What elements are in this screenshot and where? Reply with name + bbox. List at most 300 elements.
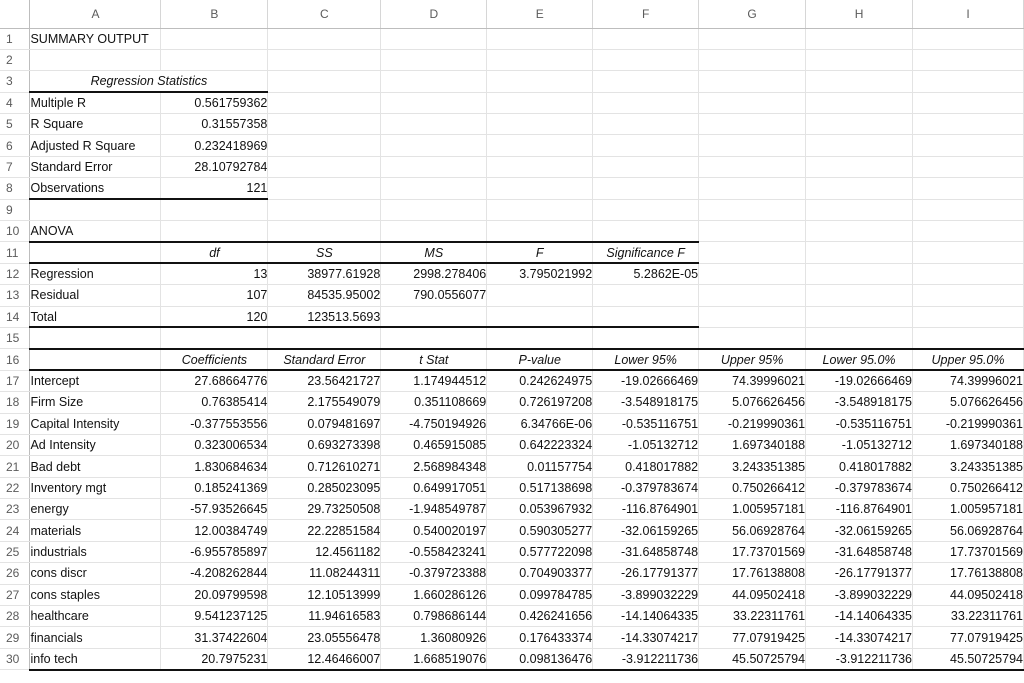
cell-e13[interactable] [487, 285, 593, 306]
row-header-22[interactable]: 22 [0, 477, 30, 498]
cell-f21[interactable]: 0.418017882 [593, 456, 699, 477]
cell-h15[interactable] [806, 327, 913, 348]
cell-b10[interactable] [161, 221, 268, 242]
cell-g22[interactable]: 0.750266412 [699, 477, 806, 498]
cell-e12[interactable]: 3.795021992 [487, 263, 593, 284]
row-header-20[interactable]: 20 [0, 434, 30, 455]
cell-i30[interactable]: 45.50725794 [913, 648, 1024, 669]
cell-i27[interactable]: 44.09502418 [913, 584, 1024, 605]
cell-d13[interactable]: 790.0556077 [381, 285, 487, 306]
cell-a13[interactable]: Residual [30, 285, 161, 306]
cell-f18[interactable]: -3.548918175 [593, 392, 699, 413]
cell-g6[interactable] [699, 135, 806, 156]
cell-a4[interactable]: Multiple R [30, 92, 161, 113]
cell-e24[interactable]: 0.590305277 [487, 520, 593, 541]
cell-a18[interactable]: Firm Size [30, 392, 161, 413]
cell-a25[interactable]: industrials [30, 541, 161, 562]
cell-b1[interactable] [161, 28, 268, 49]
cell-f15[interactable] [593, 327, 699, 348]
cell-b22[interactable]: 0.185241369 [161, 477, 268, 498]
row-header-7[interactable]: 7 [0, 156, 30, 177]
cell-h20[interactable]: -1.05132712 [806, 434, 913, 455]
cell-i28[interactable]: 33.22311761 [913, 606, 1024, 627]
cell-b8[interactable]: 121 [161, 178, 268, 199]
cell-a3[interactable]: Regression Statistics [30, 71, 268, 92]
cell-b24[interactable]: 12.00384749 [161, 520, 268, 541]
cell-h7[interactable] [806, 156, 913, 177]
cell-f8[interactable] [593, 178, 699, 199]
cell-e15[interactable] [487, 327, 593, 348]
cell-g8[interactable] [699, 178, 806, 199]
cell-g3[interactable] [699, 71, 806, 92]
cell-h18[interactable]: -3.548918175 [806, 392, 913, 413]
cell-d26[interactable]: -0.379723388 [381, 563, 487, 584]
row-header-15[interactable]: 15 [0, 327, 30, 348]
cell-b4[interactable]: 0.561759362 [161, 92, 268, 113]
cell-a17[interactable]: Intercept [30, 370, 161, 391]
cell-c20[interactable]: 0.693273398 [268, 434, 381, 455]
cell-b23[interactable]: -57.93526645 [161, 499, 268, 520]
cell-h17[interactable]: -19.02666469 [806, 370, 913, 391]
cell-g9[interactable] [699, 199, 806, 220]
cell-h1[interactable] [806, 28, 913, 49]
cell-h14[interactable] [806, 306, 913, 327]
cell-f27[interactable]: -3.899032229 [593, 584, 699, 605]
cell-d28[interactable]: 0.798686144 [381, 606, 487, 627]
cell-f5[interactable] [593, 114, 699, 135]
cell-i22[interactable]: 0.750266412 [913, 477, 1024, 498]
cell-h8[interactable] [806, 178, 913, 199]
cell-h6[interactable] [806, 135, 913, 156]
cell-f20[interactable]: -1.05132712 [593, 434, 699, 455]
cell-d30[interactable]: 1.668519076 [381, 648, 487, 669]
cell-c12[interactable]: 38977.61928 [268, 263, 381, 284]
cell-h11[interactable] [806, 242, 913, 263]
cell-e6[interactable] [487, 135, 593, 156]
cell-e1[interactable] [487, 28, 593, 49]
cell-g15[interactable] [699, 327, 806, 348]
cell-b28[interactable]: 9.541237125 [161, 606, 268, 627]
row-header-13[interactable]: 13 [0, 285, 30, 306]
cell-a16[interactable] [30, 349, 161, 370]
cell-f6[interactable] [593, 135, 699, 156]
cell-c25[interactable]: 12.4561182 [268, 541, 381, 562]
cell-i3[interactable] [913, 71, 1024, 92]
cell-h10[interactable] [806, 221, 913, 242]
cell-h29[interactable]: -14.33074217 [806, 627, 913, 648]
cell-h26[interactable]: -26.17791377 [806, 563, 913, 584]
cell-f2[interactable] [593, 49, 699, 70]
column-header-f[interactable]: F [593, 0, 699, 28]
cell-f9[interactable] [593, 199, 699, 220]
cell-i5[interactable] [913, 114, 1024, 135]
cell-i4[interactable] [913, 92, 1024, 113]
cell-a8[interactable]: Observations [30, 178, 161, 199]
cell-c28[interactable]: 11.94616583 [268, 606, 381, 627]
cell-f24[interactable]: -32.06159265 [593, 520, 699, 541]
cell-f7[interactable] [593, 156, 699, 177]
cell-g18[interactable]: 5.076626456 [699, 392, 806, 413]
cell-h23[interactable]: -116.8764901 [806, 499, 913, 520]
column-header-d[interactable]: D [381, 0, 487, 28]
row-header-29[interactable]: 29 [0, 627, 30, 648]
cell-a9[interactable] [30, 199, 161, 220]
cell-c7[interactable] [268, 156, 381, 177]
cell-e7[interactable] [487, 156, 593, 177]
row-header-18[interactable]: 18 [0, 392, 30, 413]
row-header-14[interactable]: 14 [0, 306, 30, 327]
cell-g2[interactable] [699, 49, 806, 70]
row-header-21[interactable]: 21 [0, 456, 30, 477]
cell-i17[interactable]: 74.39996021 [913, 370, 1024, 391]
cell-i6[interactable] [913, 135, 1024, 156]
cell-h2[interactable] [806, 49, 913, 70]
row-header-17[interactable]: 17 [0, 370, 30, 391]
cell-e20[interactable]: 0.642223324 [487, 434, 593, 455]
cell-i1[interactable] [913, 28, 1024, 49]
cell-g30[interactable]: 45.50725794 [699, 648, 806, 669]
cell-i10[interactable] [913, 221, 1024, 242]
cell-d3[interactable] [381, 71, 487, 92]
cell-c13[interactable]: 84535.95002 [268, 285, 381, 306]
cell-d6[interactable] [381, 135, 487, 156]
cell-g16[interactable]: Upper 95% [699, 349, 806, 370]
row-header-4[interactable]: 4 [0, 92, 30, 113]
cell-g23[interactable]: 1.005957181 [699, 499, 806, 520]
cell-d8[interactable] [381, 178, 487, 199]
cell-a1[interactable]: SUMMARY OUTPUT [30, 28, 161, 49]
cell-a5[interactable]: R Square [30, 114, 161, 135]
cell-c27[interactable]: 12.10513999 [268, 584, 381, 605]
row-header-11[interactable]: 11 [0, 242, 30, 263]
cell-e3[interactable] [487, 71, 593, 92]
cell-c23[interactable]: 29.73250508 [268, 499, 381, 520]
cell-g10[interactable] [699, 221, 806, 242]
row-header-3[interactable]: 3 [0, 71, 30, 92]
cell-e8[interactable] [487, 178, 593, 199]
cell-c8[interactable] [268, 178, 381, 199]
cell-e22[interactable]: 0.517138698 [487, 477, 593, 498]
cell-f4[interactable] [593, 92, 699, 113]
cell-h9[interactable] [806, 199, 913, 220]
cell-c15[interactable] [268, 327, 381, 348]
cell-g27[interactable]: 44.09502418 [699, 584, 806, 605]
cell-f28[interactable]: -14.14064335 [593, 606, 699, 627]
cell-i24[interactable]: 56.06928764 [913, 520, 1024, 541]
cell-d4[interactable] [381, 92, 487, 113]
row-header-8[interactable]: 8 [0, 178, 30, 199]
row-header-12[interactable]: 12 [0, 263, 30, 284]
cell-c10[interactable] [268, 221, 381, 242]
cell-d15[interactable] [381, 327, 487, 348]
cell-g4[interactable] [699, 92, 806, 113]
cell-c24[interactable]: 22.22851584 [268, 520, 381, 541]
row-header-25[interactable]: 25 [0, 541, 30, 562]
cell-e9[interactable] [487, 199, 593, 220]
cell-a27[interactable]: cons staples [30, 584, 161, 605]
cell-g11[interactable] [699, 242, 806, 263]
cell-f13[interactable] [593, 285, 699, 306]
cell-c11[interactable]: SS [268, 242, 381, 263]
cell-d16[interactable]: t Stat [381, 349, 487, 370]
cell-e30[interactable]: 0.098136476 [487, 648, 593, 669]
cell-g25[interactable]: 17.73701569 [699, 541, 806, 562]
cell-f1[interactable] [593, 28, 699, 49]
cell-d5[interactable] [381, 114, 487, 135]
row-header-27[interactable]: 27 [0, 584, 30, 605]
row-header-19[interactable]: 19 [0, 413, 30, 434]
cell-i18[interactable]: 5.076626456 [913, 392, 1024, 413]
cell-i9[interactable] [913, 199, 1024, 220]
cell-g13[interactable] [699, 285, 806, 306]
cell-b13[interactable]: 107 [161, 285, 268, 306]
cell-g29[interactable]: 77.07919425 [699, 627, 806, 648]
cell-a30[interactable]: info tech [30, 648, 161, 669]
row-header-9[interactable]: 9 [0, 199, 30, 220]
cell-c22[interactable]: 0.285023095 [268, 477, 381, 498]
cell-g1[interactable] [699, 28, 806, 49]
cell-e11[interactable]: F [487, 242, 593, 263]
cell-b16[interactable]: Coefficients [161, 349, 268, 370]
cell-i13[interactable] [913, 285, 1024, 306]
cell-f17[interactable]: -19.02666469 [593, 370, 699, 391]
cell-d27[interactable]: 1.660286126 [381, 584, 487, 605]
cell-f10[interactable] [593, 221, 699, 242]
cell-e16[interactable]: P-value [487, 349, 593, 370]
cell-g20[interactable]: 1.697340188 [699, 434, 806, 455]
cell-f14[interactable] [593, 306, 699, 327]
cell-b2[interactable] [161, 49, 268, 70]
cell-a21[interactable]: Bad debt [30, 456, 161, 477]
cell-c3[interactable] [268, 71, 381, 92]
cell-h4[interactable] [806, 92, 913, 113]
cell-i8[interactable] [913, 178, 1024, 199]
cell-c30[interactable]: 12.46466007 [268, 648, 381, 669]
cell-a15[interactable] [30, 327, 161, 348]
cell-i25[interactable]: 17.73701569 [913, 541, 1024, 562]
cell-d1[interactable] [381, 28, 487, 49]
cell-f12[interactable]: 5.2862E-05 [593, 263, 699, 284]
row-header-1[interactable]: 1 [0, 28, 30, 49]
cell-a28[interactable]: healthcare [30, 606, 161, 627]
cell-d7[interactable] [381, 156, 487, 177]
cell-b17[interactable]: 27.68664776 [161, 370, 268, 391]
cell-g12[interactable] [699, 263, 806, 284]
cell-a12[interactable]: Regression [30, 263, 161, 284]
cell-e19[interactable]: 6.34766E-06 [487, 413, 593, 434]
cell-b25[interactable]: -6.955785897 [161, 541, 268, 562]
cell-e29[interactable]: 0.176433374 [487, 627, 593, 648]
cell-i23[interactable]: 1.005957181 [913, 499, 1024, 520]
row-header-6[interactable]: 6 [0, 135, 30, 156]
cell-d10[interactable] [381, 221, 487, 242]
cell-e4[interactable] [487, 92, 593, 113]
cell-g5[interactable] [699, 114, 806, 135]
cell-c1[interactable] [268, 28, 381, 49]
cell-d2[interactable] [381, 49, 487, 70]
cell-c26[interactable]: 11.08244311 [268, 563, 381, 584]
cell-d18[interactable]: 0.351108669 [381, 392, 487, 413]
cell-i26[interactable]: 17.76138808 [913, 563, 1024, 584]
cell-b15[interactable] [161, 327, 268, 348]
cell-d25[interactable]: -0.558423241 [381, 541, 487, 562]
cell-h16[interactable]: Lower 95.0% [806, 349, 913, 370]
cell-a2[interactable] [30, 49, 161, 70]
row-header-23[interactable]: 23 [0, 499, 30, 520]
row-header-24[interactable]: 24 [0, 520, 30, 541]
cell-a11[interactable] [30, 242, 161, 263]
cell-h27[interactable]: -3.899032229 [806, 584, 913, 605]
cell-b20[interactable]: 0.323006534 [161, 434, 268, 455]
cell-c16[interactable]: Standard Error [268, 349, 381, 370]
cell-f16[interactable]: Lower 95% [593, 349, 699, 370]
cell-c17[interactable]: 23.56421727 [268, 370, 381, 391]
cell-h13[interactable] [806, 285, 913, 306]
cell-d12[interactable]: 2998.278406 [381, 263, 487, 284]
cell-f19[interactable]: -0.535116751 [593, 413, 699, 434]
column-header-a[interactable]: A [30, 0, 161, 28]
cell-c29[interactable]: 23.05556478 [268, 627, 381, 648]
row-header-30[interactable]: 30 [0, 648, 30, 669]
cell-e27[interactable]: 0.099784785 [487, 584, 593, 605]
cell-f23[interactable]: -116.8764901 [593, 499, 699, 520]
cell-h30[interactable]: -3.912211736 [806, 648, 913, 669]
cell-b7[interactable]: 28.10792784 [161, 156, 268, 177]
cell-d19[interactable]: -4.750194926 [381, 413, 487, 434]
cell-i20[interactable]: 1.697340188 [913, 434, 1024, 455]
cell-e5[interactable] [487, 114, 593, 135]
cell-a26[interactable]: cons discr [30, 563, 161, 584]
cell-g7[interactable] [699, 156, 806, 177]
cell-g17[interactable]: 74.39996021 [699, 370, 806, 391]
column-header-i[interactable]: I [913, 0, 1024, 28]
cell-d17[interactable]: 1.174944512 [381, 370, 487, 391]
cell-h3[interactable] [806, 71, 913, 92]
cell-c18[interactable]: 2.175549079 [268, 392, 381, 413]
cell-d21[interactable]: 2.568984348 [381, 456, 487, 477]
cell-i11[interactable] [913, 242, 1024, 263]
cell-f3[interactable] [593, 71, 699, 92]
cell-c5[interactable] [268, 114, 381, 135]
cell-i14[interactable] [913, 306, 1024, 327]
cell-b9[interactable] [161, 199, 268, 220]
cell-i2[interactable] [913, 49, 1024, 70]
cell-i19[interactable]: -0.219990361 [913, 413, 1024, 434]
cell-f11[interactable]: Significance F [593, 242, 699, 263]
cell-g26[interactable]: 17.76138808 [699, 563, 806, 584]
cell-e14[interactable] [487, 306, 593, 327]
row-header-10[interactable]: 10 [0, 221, 30, 242]
row-header-28[interactable]: 28 [0, 606, 30, 627]
cell-i15[interactable] [913, 327, 1024, 348]
cell-b14[interactable]: 120 [161, 306, 268, 327]
cell-e23[interactable]: 0.053967932 [487, 499, 593, 520]
column-header-e[interactable]: E [487, 0, 593, 28]
cell-b26[interactable]: -4.208262844 [161, 563, 268, 584]
cell-a19[interactable]: Capital Intensity [30, 413, 161, 434]
cell-d11[interactable]: MS [381, 242, 487, 263]
row-header-5[interactable]: 5 [0, 114, 30, 135]
row-header-16[interactable]: 16 [0, 349, 30, 370]
cell-a23[interactable]: energy [30, 499, 161, 520]
cell-d9[interactable] [381, 199, 487, 220]
select-all-corner[interactable] [0, 0, 30, 28]
cell-h28[interactable]: -14.14064335 [806, 606, 913, 627]
column-header-c[interactable]: C [268, 0, 381, 28]
row-header-26[interactable]: 26 [0, 563, 30, 584]
cell-d24[interactable]: 0.540020197 [381, 520, 487, 541]
cell-g24[interactable]: 56.06928764 [699, 520, 806, 541]
cell-f26[interactable]: -26.17791377 [593, 563, 699, 584]
cell-g14[interactable] [699, 306, 806, 327]
cell-g28[interactable]: 33.22311761 [699, 606, 806, 627]
column-header-h[interactable]: H [806, 0, 913, 28]
cell-a10[interactable]: ANOVA [30, 221, 161, 242]
cell-i7[interactable] [913, 156, 1024, 177]
cell-f29[interactable]: -14.33074217 [593, 627, 699, 648]
cell-c6[interactable] [268, 135, 381, 156]
cell-f30[interactable]: -3.912211736 [593, 648, 699, 669]
cell-b30[interactable]: 20.7975231 [161, 648, 268, 669]
cell-h19[interactable]: -0.535116751 [806, 413, 913, 434]
cell-f25[interactable]: -31.64858748 [593, 541, 699, 562]
cell-h25[interactable]: -31.64858748 [806, 541, 913, 562]
cell-c2[interactable] [268, 49, 381, 70]
cell-c19[interactable]: 0.079481697 [268, 413, 381, 434]
cell-e10[interactable] [487, 221, 593, 242]
cell-e17[interactable]: 0.242624975 [487, 370, 593, 391]
cell-b12[interactable]: 13 [161, 263, 268, 284]
cell-b6[interactable]: 0.232418969 [161, 135, 268, 156]
cell-d29[interactable]: 1.36080926 [381, 627, 487, 648]
cell-f22[interactable]: -0.379783674 [593, 477, 699, 498]
cell-b5[interactable]: 0.31557358 [161, 114, 268, 135]
cell-c21[interactable]: 0.712610271 [268, 456, 381, 477]
cell-d14[interactable] [381, 306, 487, 327]
cell-a6[interactable]: Adjusted R Square [30, 135, 161, 156]
cell-h5[interactable] [806, 114, 913, 135]
cell-i16[interactable]: Upper 95.0% [913, 349, 1024, 370]
column-header-b[interactable]: B [161, 0, 268, 28]
cell-i12[interactable] [913, 263, 1024, 284]
cell-e2[interactable] [487, 49, 593, 70]
cell-g19[interactable]: -0.219990361 [699, 413, 806, 434]
cell-d22[interactable]: 0.649917051 [381, 477, 487, 498]
cell-d20[interactable]: 0.465915085 [381, 434, 487, 455]
cell-c9[interactable] [268, 199, 381, 220]
cell-b11[interactable]: df [161, 242, 268, 263]
cell-c14[interactable]: 123513.5693 [268, 306, 381, 327]
cell-b29[interactable]: 31.37422604 [161, 627, 268, 648]
cell-e28[interactable]: 0.426241656 [487, 606, 593, 627]
cell-a7[interactable]: Standard Error [30, 156, 161, 177]
cell-b21[interactable]: 1.830684634 [161, 456, 268, 477]
cell-h21[interactable]: 0.418017882 [806, 456, 913, 477]
cell-b19[interactable]: -0.377553556 [161, 413, 268, 434]
cell-a20[interactable]: Ad Intensity [30, 434, 161, 455]
cell-h12[interactable] [806, 263, 913, 284]
cell-e25[interactable]: 0.577722098 [487, 541, 593, 562]
cell-a29[interactable]: financials [30, 627, 161, 648]
cell-e18[interactable]: 0.726197208 [487, 392, 593, 413]
cell-g21[interactable]: 3.243351385 [699, 456, 806, 477]
column-header-g[interactable]: G [699, 0, 806, 28]
cell-h24[interactable]: -32.06159265 [806, 520, 913, 541]
cell-b27[interactable]: 20.09799598 [161, 584, 268, 605]
cell-a14[interactable]: Total [30, 306, 161, 327]
cell-e21[interactable]: 0.01157754 [487, 456, 593, 477]
cell-h22[interactable]: -0.379783674 [806, 477, 913, 498]
